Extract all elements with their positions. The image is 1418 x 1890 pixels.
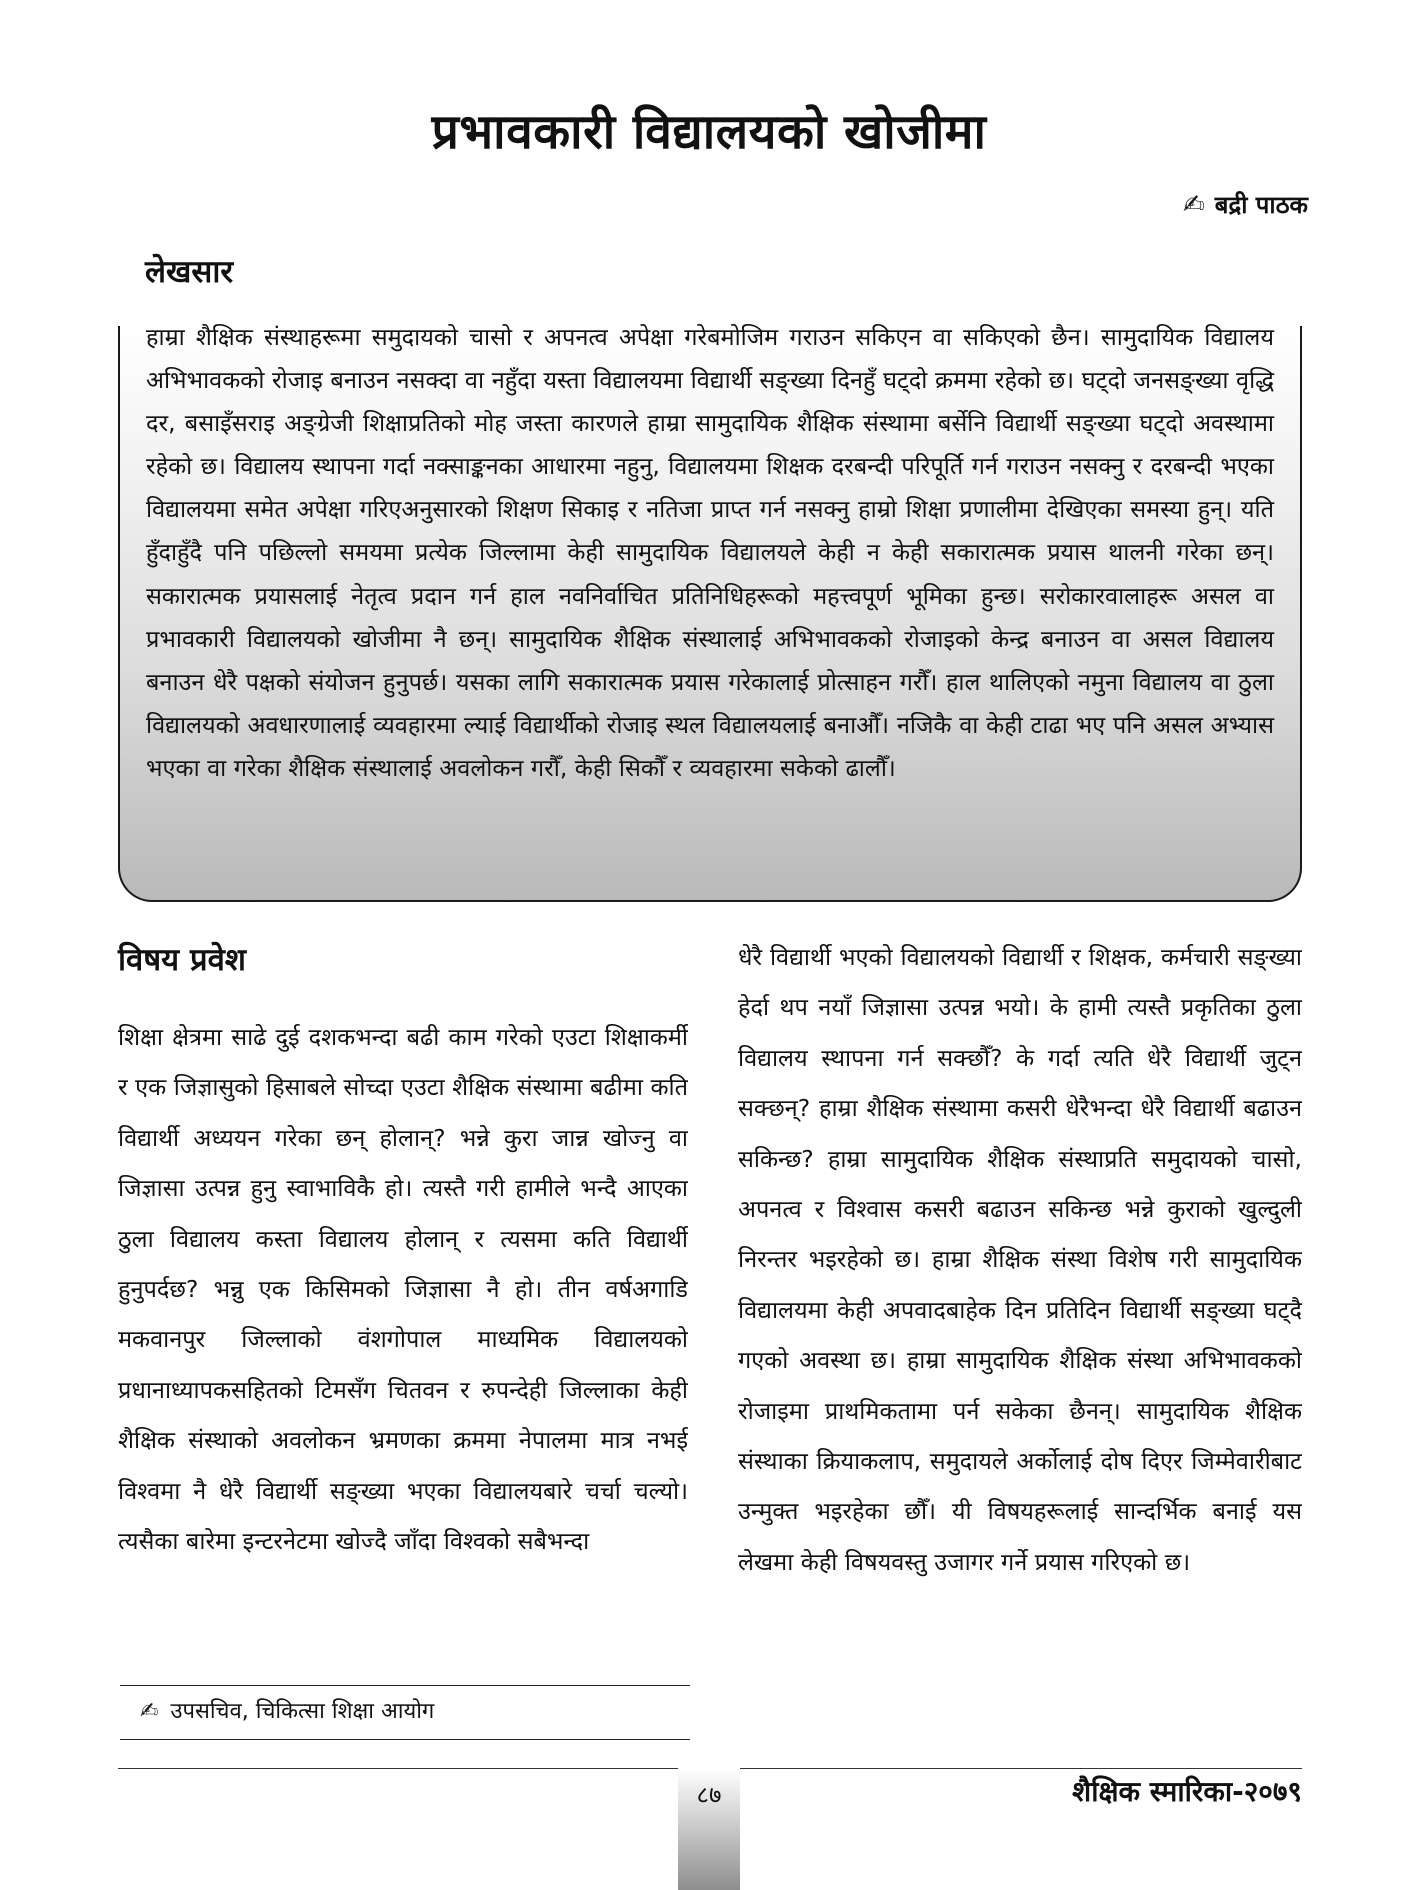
abstract-text: हाम्रा शैक्षिक संस्थाहरूमा समुदायको चासो र अपनत्व अपेक्षा गरेबमोजिम गराउन सकिएन वा सकिएको छैन। सामुदायिक विद्यालय अभिभावकको रोजाइ बनाउन नसक्दा वा नहुँदा यस्ता विद्यालयमा विद्यार्थी सङ्ख्या दिनहुँ घट्दो क्रममा रहेको छ। घट्दो जनसङ्ख्या वृद्धि दर, बसाइँसराइ अङ्ग्रेजी शिक्षाप्रतिको मोह जस्ता कारणले हाम्रा सामुदायिक शैक्षिक संस्थामा बर्सेनि विद्यार्थी सङ्ख्या घट्दो अवस्थामा रहेको छ। विद्यालय स्थापना गर्दा नक्साङ्कनका आधारमा नहुनु, विद्यालयमा शिक्षक दरबन्दी परिपूर्ति गर्न गराउन नसक्नु र दरबन्दी भएका विद्यालयमा समेत अपेक्षा गरिएअनुसारको शिक्षण सिकाइ र नतिजा प्राप्त गर्न नसक्नु हाम्रो शिक्षा प्रणालीमा देखिएका समस्या हुन्। यति हुँदाहुँदै पनि पछिल्लो समयमा प्रत्येक जिल्लामा केही सामुदायिक विद्यालयले केही न केही सकारात्मक प्रयास थालनी गरेका छन्। सकारात्मक प्रयासलाई नेतृत्व प्रदान गर्न हाल नवनिर्वाचित प्रतिनिधिहरूको महत्त्वपूर्ण भूमिका हुन्छ। सरोकारवालाहरू असल वा प्रभावकारी विद्यालयको खोजीमा नै छन्। सामुदायिक शैक्षिक संस्थालाई अभिभावकको रोजाइको केन्द्र बनाउन वा असल विद्यालय बनाउन धेरै पक्षको संयोजन हुनुपर्छ। यसका लागि सकारात्मक प्रयास गरेकालाई प्रोत्साहन गरौँ। हाल थालिएको नमुना विद्यालय वा ठुला विद्यालयको अवधारणालाई व्यवहारमा ल्याई विद्यार्थीको रोजाइ स्थल विद्यालयलाई बनाऔँ। नजिकै वा केही टाढा भए पनि असल अभ्यास भएका वा गरेका शैक्षिक संस्थालाई अवलोकन गरौँ, केही सिकौँ र व्यवहारमा सकेको ढालौँ। (146, 323, 1274, 782)
page-number: ८७ (696, 1781, 722, 1809)
article-title: प्रभावकारी विद्यालयको खोजीमा (431, 104, 987, 160)
left-column (118, 1012, 688, 1662)
left-column-text: शिक्षा क्षेत्रमा साढे दुई दशकभन्दा बढी काम गरेको एउटा शिक्षाकर्मी र एक जिज्ञासुको हिसाबले सोच्दा एउटा शैक्षिक संस्थामा बढीमा कति विद्यार्थी अध्ययन गरेका छन् होलान्? भन्ने कुरा जान्न खोज्नु वा जिज्ञासा उत्पन्न हुनु स्वाभाविकै हो। त्यस्तै गरी हामीले भन्दै आएका ठुला विद्यालय कस्ता विद्यालय होलान् र त्यसमा कति विद्यार्थी हुनुपर्दछ? भन्नु एक किसिमको जिज्ञासा नै हो। तीन वर्षअगाडि मकवानपुर जिल्लाको वंशगोपाल माध्यमिक विद्यालयको प्रधानाध्यापकसहितको टिमसँग चितवन र रुपन्देही जिल्लाका केही शैक्षिक संस्थाको अवलोकन भ्रमणका क्रममा नेपालमा मात्र नभई विश्वमा नै धेरै विद्यार्थी सङ्ख्या भएका विद्यालयबारे चर्चा चल्यो। त्यसैका बारेमा इन्टरनेटमा खोज्दै जाँदा विश्वको सबैभन्दा (118, 1023, 688, 1556)
abstract-heading: लेखसार (145, 254, 234, 290)
pen-nib-icon: ✍ (140, 1699, 159, 1724)
author-footnote (140, 1695, 434, 1725)
right-column-text: धेरै विद्यार्थी भएको विद्यालयको विद्यार्थी र शिक्षक, कर्मचारी सङ्ख्या हेर्दा थप नयाँ जिज्ञासा उत्पन्न भयो। के हामी त्यस्तै प्रकृतिका ठुला विद्यालय स्थापना गर्न सक्छौँ? के गर्दा त्यति धेरै विद्यार्थी जुट्न सक्छन्? हाम्रा शैक्षिक संस्थामा कसरी धेरैभन्दा धेरै विद्यार्थी बढाउन सकिन्छ? हाम्रा सामुदायिक शैक्षिक संस्थाप्रति समुदायको चासो, अपनत्व र विश्वास कसरी बढाउन सकिन्छ भन्ने कुराको खुल्दुली निरन्तर भइरहेको छ। हाम्रा शैक्षिक संस्था विशेष गरी सामुदायिक विद्यालयमा केही अपवादबाहेक दिन प्रतिदिन विद्यार्थी सङ्ख्या घट्दै गएको अवस्था छ। हाम्रा सामुदायिक शैक्षिक संस्था अभिभावकको रोजाइमा प्राथमिकतामा पर्न सकेका छैनन्। सामुदायिक शैक्षिक संस्थाका क्रियाकलाप, समुदायले अर्कोलाई दोष दिएर जिम्मेवारीबाट उन्मुक्त भइरहेका छौँ। यी विषयहरूलाई सान्दर्भिक बनाई यस लेखमा केही विषयवस्तु उजागर गर्ने प्रयास गरिएको छ। (738, 943, 1302, 1576)
section-heading: विषय प्रवेश (118, 942, 246, 978)
footnote-divider-bottom (120, 1739, 690, 1740)
publication-title: शैक्षिक स्मारिका-२०७९ (1072, 1775, 1302, 1808)
author-name: बद्री पाठक (1214, 191, 1308, 219)
footnote-text: उपसचिव, चिकित्सा शिक्षा आयोग (170, 1699, 435, 1724)
author-byline (1183, 188, 1308, 221)
footnote-divider-top (120, 1685, 690, 1686)
right-column (738, 932, 1302, 1740)
pen-nib-icon: ✍ (1182, 190, 1205, 220)
abstract-box (118, 323, 1302, 902)
